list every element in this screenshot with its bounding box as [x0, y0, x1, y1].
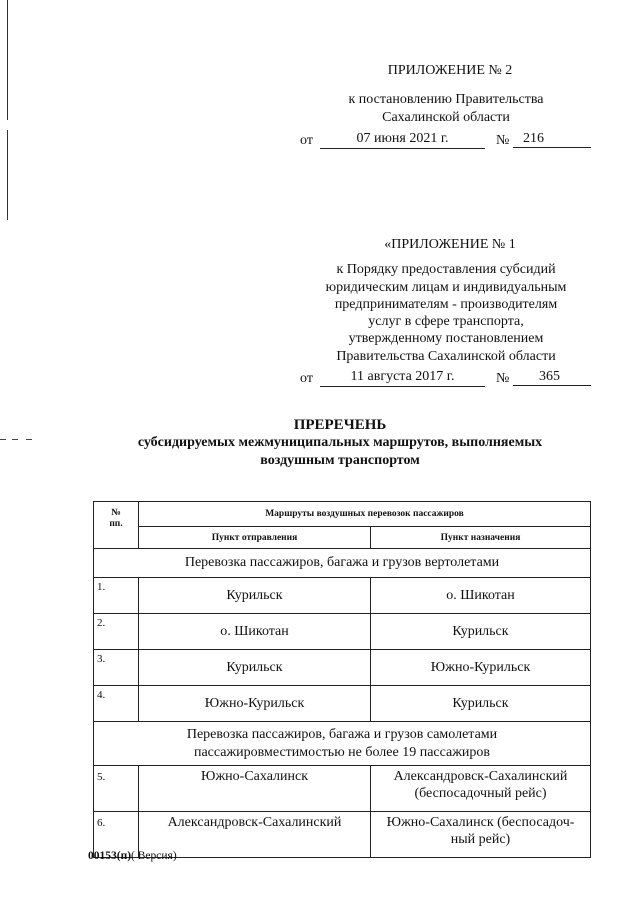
appendix-2-line: Сахалинской области: [382, 110, 510, 125]
appendix-1-header: [300, 236, 592, 388]
number-label: №: [496, 133, 510, 148]
table-row: [94, 766, 591, 812]
number-label: №: [496, 371, 510, 387]
departure-point: Курильск: [139, 650, 371, 686]
resolution-date: 07 июня 2021 г.: [320, 130, 485, 149]
appendix-1-line: к Порядку предоставления субсидий: [336, 262, 556, 278]
row-number: 4.: [94, 686, 139, 722]
column-header-departure: Пункт отправления: [139, 527, 371, 549]
scan-fold-mark: [0, 439, 6, 440]
document-footer: [88, 850, 177, 862]
table-row: [94, 614, 591, 650]
departure-point: о. Шикотан: [139, 614, 371, 650]
column-header-routes: Маршруты воздушных перевозок пассажиров: [139, 502, 591, 527]
appendix-2-signature-row: [300, 130, 592, 150]
column-header-number: [94, 502, 139, 549]
departure-point: Курильск: [139, 578, 371, 614]
destination-point: [371, 766, 591, 812]
appendix-1-line: юридическим лицам и индивидуальным: [325, 279, 567, 295]
scan-fold-mark: [12, 439, 18, 440]
column-header-number-line2: пп.: [109, 519, 123, 529]
document-subtitle: воздушным транспортом: [260, 453, 420, 468]
row-number: 3.: [94, 650, 139, 686]
destination-line2: (беспосадочный рейс): [414, 786, 547, 801]
destination-point: Курильск: [371, 614, 591, 650]
row-number: 1.: [94, 578, 139, 614]
table-row: [94, 650, 591, 686]
section-helicopters: Перевозка пассажиров, багажа и грузов вертолетами: [94, 549, 591, 578]
destination-point: Южно-Курильск: [371, 650, 591, 686]
section-airplanes: [94, 722, 591, 766]
destination-line1: Александровск-Сахалинский: [393, 769, 568, 784]
order-number: 365: [513, 368, 591, 386]
table-row: [94, 686, 591, 722]
scan-edge-line: [7, 130, 8, 220]
destination-line2: ный рейс): [450, 832, 511, 847]
departure-point: Южно-Курильск: [139, 686, 371, 722]
destination-point: о. Шикотан: [371, 578, 591, 614]
section-airplanes-line2: пассажировместимостью не более 19 пассажиров: [193, 744, 491, 760]
from-label: от: [300, 133, 313, 148]
order-date: 11 августа 2017 г.: [320, 368, 485, 387]
appendix-1-line: утвержденному постановлением: [348, 331, 544, 347]
appendix-1-line: Правительства Сахалинской области: [336, 348, 556, 364]
column-header-number-line1: №: [111, 508, 121, 518]
resolution-number: 216: [513, 130, 591, 148]
scan-edge-line: [7, 0, 8, 120]
document-subtitle: субсидируемых межмуниципальных маршрутов, выполняемых: [137, 435, 543, 450]
destination-point: [371, 812, 591, 858]
destination-point: Курильск: [371, 686, 591, 722]
appendix-1-signature-row: [300, 368, 592, 388]
scan-fold-mark: [26, 439, 32, 440]
appendix-1-line: услуг в сфере транспорта,: [368, 314, 524, 330]
column-header-destination: Пункт назначения: [371, 527, 591, 549]
destination-line1: Южно-Сахалинск (беспосадоч-: [386, 815, 575, 830]
document-title: ПРЕРЕЧЕНЬ: [293, 417, 387, 433]
row-number: 2.: [94, 614, 139, 650]
table-row: [94, 578, 591, 614]
document-title-block: [60, 416, 620, 470]
departure-point: Южно-Сахалинск: [139, 766, 371, 812]
appendix-2-header: [300, 62, 592, 150]
appendix-2-line: к постановлению Правительства: [348, 92, 544, 107]
section-airplanes-line1: Перевозка пассажиров, багажа и грузов самолетами: [186, 726, 498, 742]
document-version: ( Версия): [131, 850, 177, 862]
appendix-2-title: ПРИЛОЖЕНИЕ № 2: [387, 63, 513, 78]
row-number: 6.: [94, 812, 139, 858]
departure-point: Александровск-Сахалинский: [139, 812, 371, 858]
row-number: 5.: [94, 766, 139, 812]
from-label: от: [300, 371, 313, 387]
appendix-1-line: предпринимателям - производителям: [334, 296, 558, 312]
document-code: 00153(п): [88, 850, 132, 862]
routes-table: [93, 501, 591, 858]
appendix-1-title: «ПРИЛОЖЕНИЕ № 1: [384, 237, 516, 252]
